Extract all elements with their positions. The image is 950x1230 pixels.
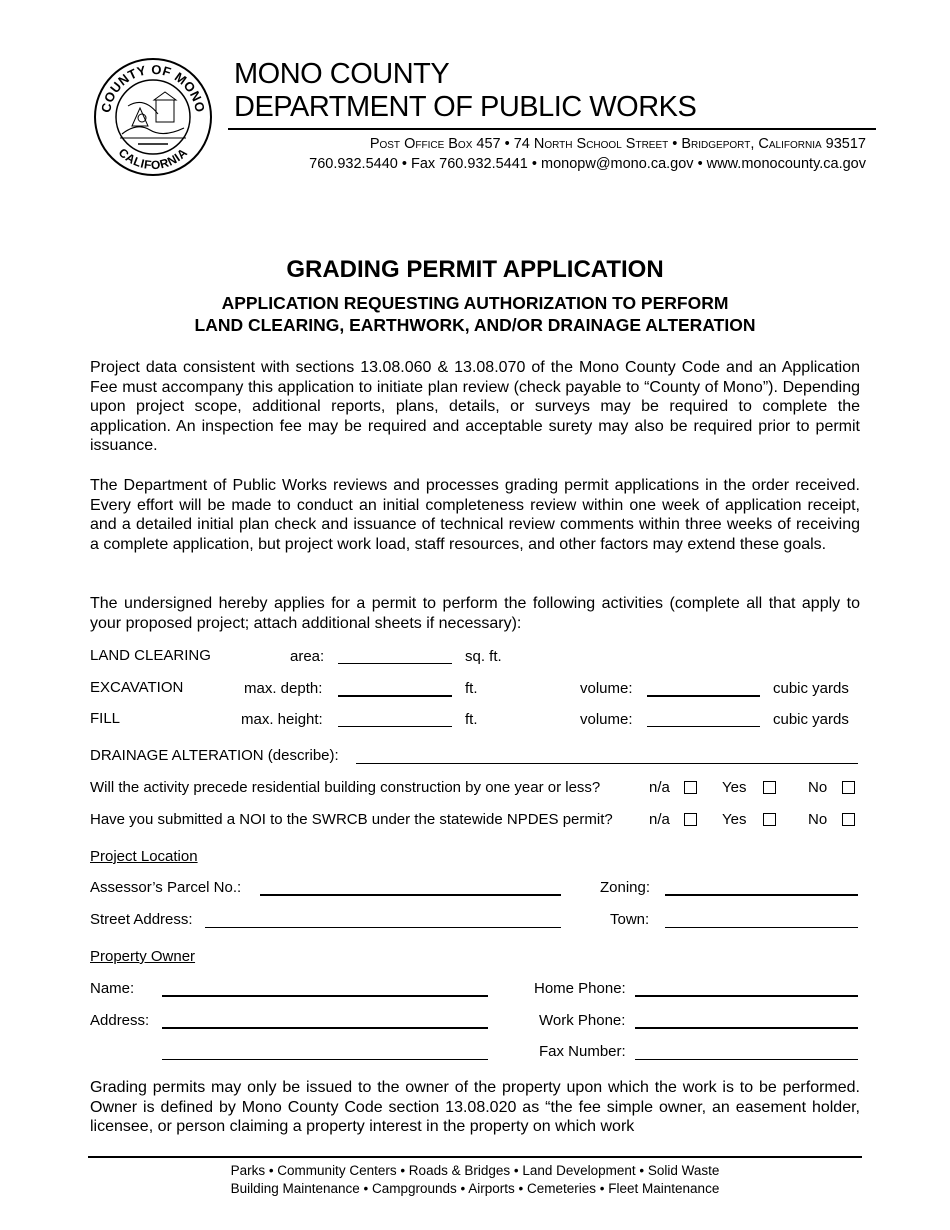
owner-name-label: Name: — [90, 980, 135, 997]
work-phone-label: Work Phone: — [539, 1012, 626, 1029]
owner-name-field[interactable] — [162, 995, 488, 997]
excavation-volume-label: volume: — [580, 680, 633, 697]
seal-bottom-text: CALIFORNIA — [115, 145, 191, 173]
footer-services-line2: Building Maintenance • Campgrounds • Airports • Cemeteries • Fleet Maintenance — [230, 1181, 720, 1196]
owner-address-field[interactable] — [162, 1027, 488, 1029]
q2-na-checkbox[interactable] — [684, 813, 697, 826]
footer-services-line1: Parks • Community Centers • Roads & Bridges • Land Development • Solid Waste — [230, 1163, 720, 1178]
question-residential-precede: Will the activity precede residential building construction by one year or less? — [90, 779, 601, 796]
applies-paragraph: The undersigned hereby applies for a permit to perform the following activities (complete all that apply to your proposed project; attach additional sheets if necessary): — [90, 595, 860, 632]
mailing-address: Post Office Box 457 • 74 North School Street • Bridgeport, California 93517 — [369, 136, 866, 152]
land-clearing-label: LAND CLEARING — [90, 647, 211, 664]
q1-no-checkbox[interactable] — [842, 781, 855, 794]
q2-na-label: n/a — [649, 811, 670, 828]
owner-address-field-line2[interactable] — [162, 1059, 488, 1060]
max-height-label: max. height: — [241, 711, 323, 728]
home-phone-label: Home Phone: — [534, 980, 626, 997]
excavation-label: EXCAVATION — [90, 679, 184, 696]
q2-yes-checkbox[interactable] — [763, 813, 776, 826]
area-unit: sq. ft. — [465, 648, 502, 665]
depth-unit: ft. — [465, 680, 478, 697]
town-field[interactable] — [665, 927, 858, 928]
owner-definition-paragraph: Grading permits may only be issued to the owner of the property upon which the work is to be performed. Owner is defined by Mono County Code section 13.08.020 as “the fee simple owner, an easement holder, licensee, or person claiming a property interest in the property on which work — [90, 1079, 860, 1136]
work-phone-field[interactable] — [635, 1027, 858, 1029]
page-title: GRADING PERMIT APPLICATION — [286, 256, 664, 283]
owner-address-label: Address: — [90, 1012, 150, 1029]
parcel-number-field[interactable] — [260, 894, 561, 896]
q1-yes-checkbox[interactable] — [763, 781, 776, 794]
project-location-heading: Project Location — [90, 848, 198, 865]
contact-info: 760.932.5440 • Fax 760.932.5441 • monopw@mono.ca.gov • www.monocounty.ca.gov — [309, 156, 866, 172]
zoning-label: Zoning: — [600, 879, 651, 896]
seal-top-text: COUNTY OF MONO — [98, 61, 208, 114]
height-unit: ft. — [465, 711, 478, 728]
department-name-line2: DEPARTMENT OF PUBLIC WORKS — [234, 91, 697, 123]
street-address-label: Street Address: — [90, 911, 193, 928]
fill-label: FILL — [90, 710, 121, 727]
q1-no-label: No — [808, 779, 828, 796]
street-address-field[interactable] — [205, 927, 561, 928]
q2-no-checkbox[interactable] — [842, 813, 855, 826]
property-owner-heading: Property Owner — [90, 948, 196, 965]
area-label: area: — [290, 648, 325, 665]
q2-no-label: No — [808, 811, 828, 828]
fill-volume-field[interactable] — [647, 726, 760, 727]
fax-number-field[interactable] — [635, 1059, 858, 1060]
home-phone-field[interactable] — [635, 995, 858, 997]
department-name-line1: MONO COUNTY — [234, 58, 450, 90]
county-seal-logo — [92, 56, 214, 178]
subtitle-line1: APPLICATION REQUESTING AUTHORIZATION TO PERFORM — [221, 293, 729, 313]
fill-volume-unit: cubic yards — [773, 711, 849, 728]
fax-number-label: Fax Number: — [539, 1043, 626, 1060]
q1-yes-label: Yes — [722, 779, 747, 796]
max-depth-field[interactable] — [338, 695, 452, 697]
area-field[interactable] — [338, 663, 452, 664]
q1-na-checkbox[interactable] — [684, 781, 697, 794]
question-noi-submitted: Have you submitted a NOI to the SWRCB under the statewide NPDES permit? — [90, 811, 613, 828]
subtitle-line2: LAND CLEARING, EARTHWORK, AND/OR DRAINAGE ALTERATION — [194, 315, 756, 335]
excavation-volume-field[interactable] — [647, 695, 760, 697]
q1-na-label: n/a — [649, 779, 670, 796]
fill-volume-label: volume: — [580, 711, 633, 728]
parcel-label: Assessor’s Parcel No.: — [90, 879, 242, 896]
max-height-field[interactable] — [338, 726, 452, 727]
footer-divider — [88, 1156, 862, 1158]
zoning-field[interactable] — [665, 894, 858, 896]
review-paragraph: The Department of Public Works reviews and processes grading permit applications in the order received. Every effort will be made to conduct an initial completeness review within one week of application receipt, and a detailed initial plan check and issuance of technical review comments within three weeks of receiving a complete application, but project work load, staff resources, and other factors may extend these goals. — [90, 477, 860, 553]
drainage-label: DRAINAGE ALTERATION (describe): — [90, 747, 339, 764]
excavation-volume-unit: cubic yards — [773, 680, 849, 697]
intro-paragraph: Project data consistent with sections 13.08.060 & 13.08.070 of the Mono County Code and an Application Fee must accompany this application to initiate plan review (check payable to “County of Mono”). Depending upon project scope, additional reports, plans, details, or surveys may be required to complete the application. An inspection fee may be required and acceptable surety may also be required prior to permit issuance. — [90, 359, 860, 455]
q2-yes-label: Yes — [722, 811, 747, 828]
max-depth-label: max. depth: — [244, 680, 323, 697]
header-divider — [228, 128, 876, 130]
drainage-description-field[interactable] — [356, 763, 858, 764]
town-label: Town: — [610, 911, 650, 928]
